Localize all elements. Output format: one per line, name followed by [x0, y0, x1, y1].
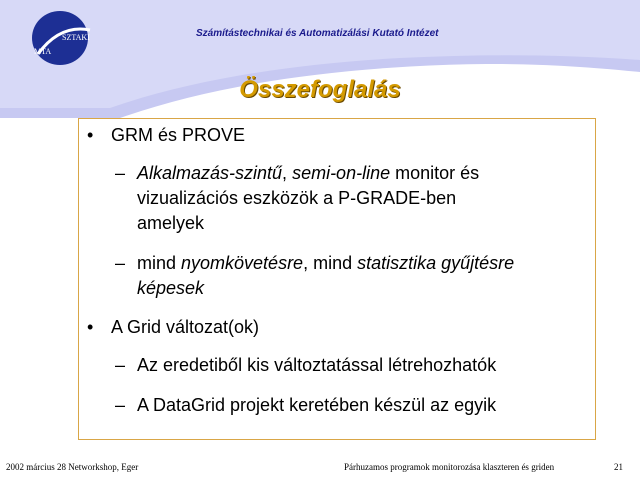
sub-item-text: A DataGrid projekt keretében készül az egyik [137, 395, 497, 415]
dash-mark: – [115, 253, 126, 273]
mta-sztaki-logo [24, 10, 96, 66]
slide-title: Összefoglalás [239, 76, 401, 103]
logo-text-mta: MTA [34, 47, 52, 56]
text-sep: , [282, 163, 293, 183]
text-italic: nyomkövetésre [181, 253, 304, 273]
text-italic: Alkalmazás-szintű [137, 163, 283, 183]
logo-text-sztaki: SZTAKI [62, 33, 90, 42]
sub-item-text [137, 161, 577, 236]
text-a: mind [137, 253, 182, 273]
text-italic: statisztika gyűjtésre [357, 253, 515, 273]
dash-mark: – [115, 395, 126, 415]
content-box [78, 118, 596, 440]
dash-mark: – [115, 163, 126, 183]
sub-item-text: Az eredetiből kis változtatással létrehozhatók [137, 355, 497, 375]
bullet-text: A Grid változat(ok) [111, 317, 260, 337]
text-line2: vizualizációs eszközök a P-GRADE-ben [137, 188, 457, 208]
bullet-mark: • [87, 125, 94, 145]
text-rest: monitor és [390, 163, 480, 183]
bullet-mark: • [87, 317, 94, 337]
text-italic: képesek [137, 278, 205, 298]
text-b: , mind [303, 253, 358, 273]
institute-name: Számítástechnikai és Automatizálási Kutató Intézet [196, 28, 439, 39]
footer-left: 2002 március 28 Networkshop, Eger [6, 462, 139, 472]
page-number: 21 [614, 462, 623, 472]
bullet-text: GRM és PROVE [111, 125, 246, 145]
dash-mark: – [115, 355, 126, 375]
sub-item-text [137, 251, 577, 301]
footer-center: Párhuzamos programok monitorozása klaszteren és griden [344, 462, 555, 472]
text-line3: amelyek [137, 213, 205, 233]
text-italic: semi-on-line [292, 163, 391, 183]
